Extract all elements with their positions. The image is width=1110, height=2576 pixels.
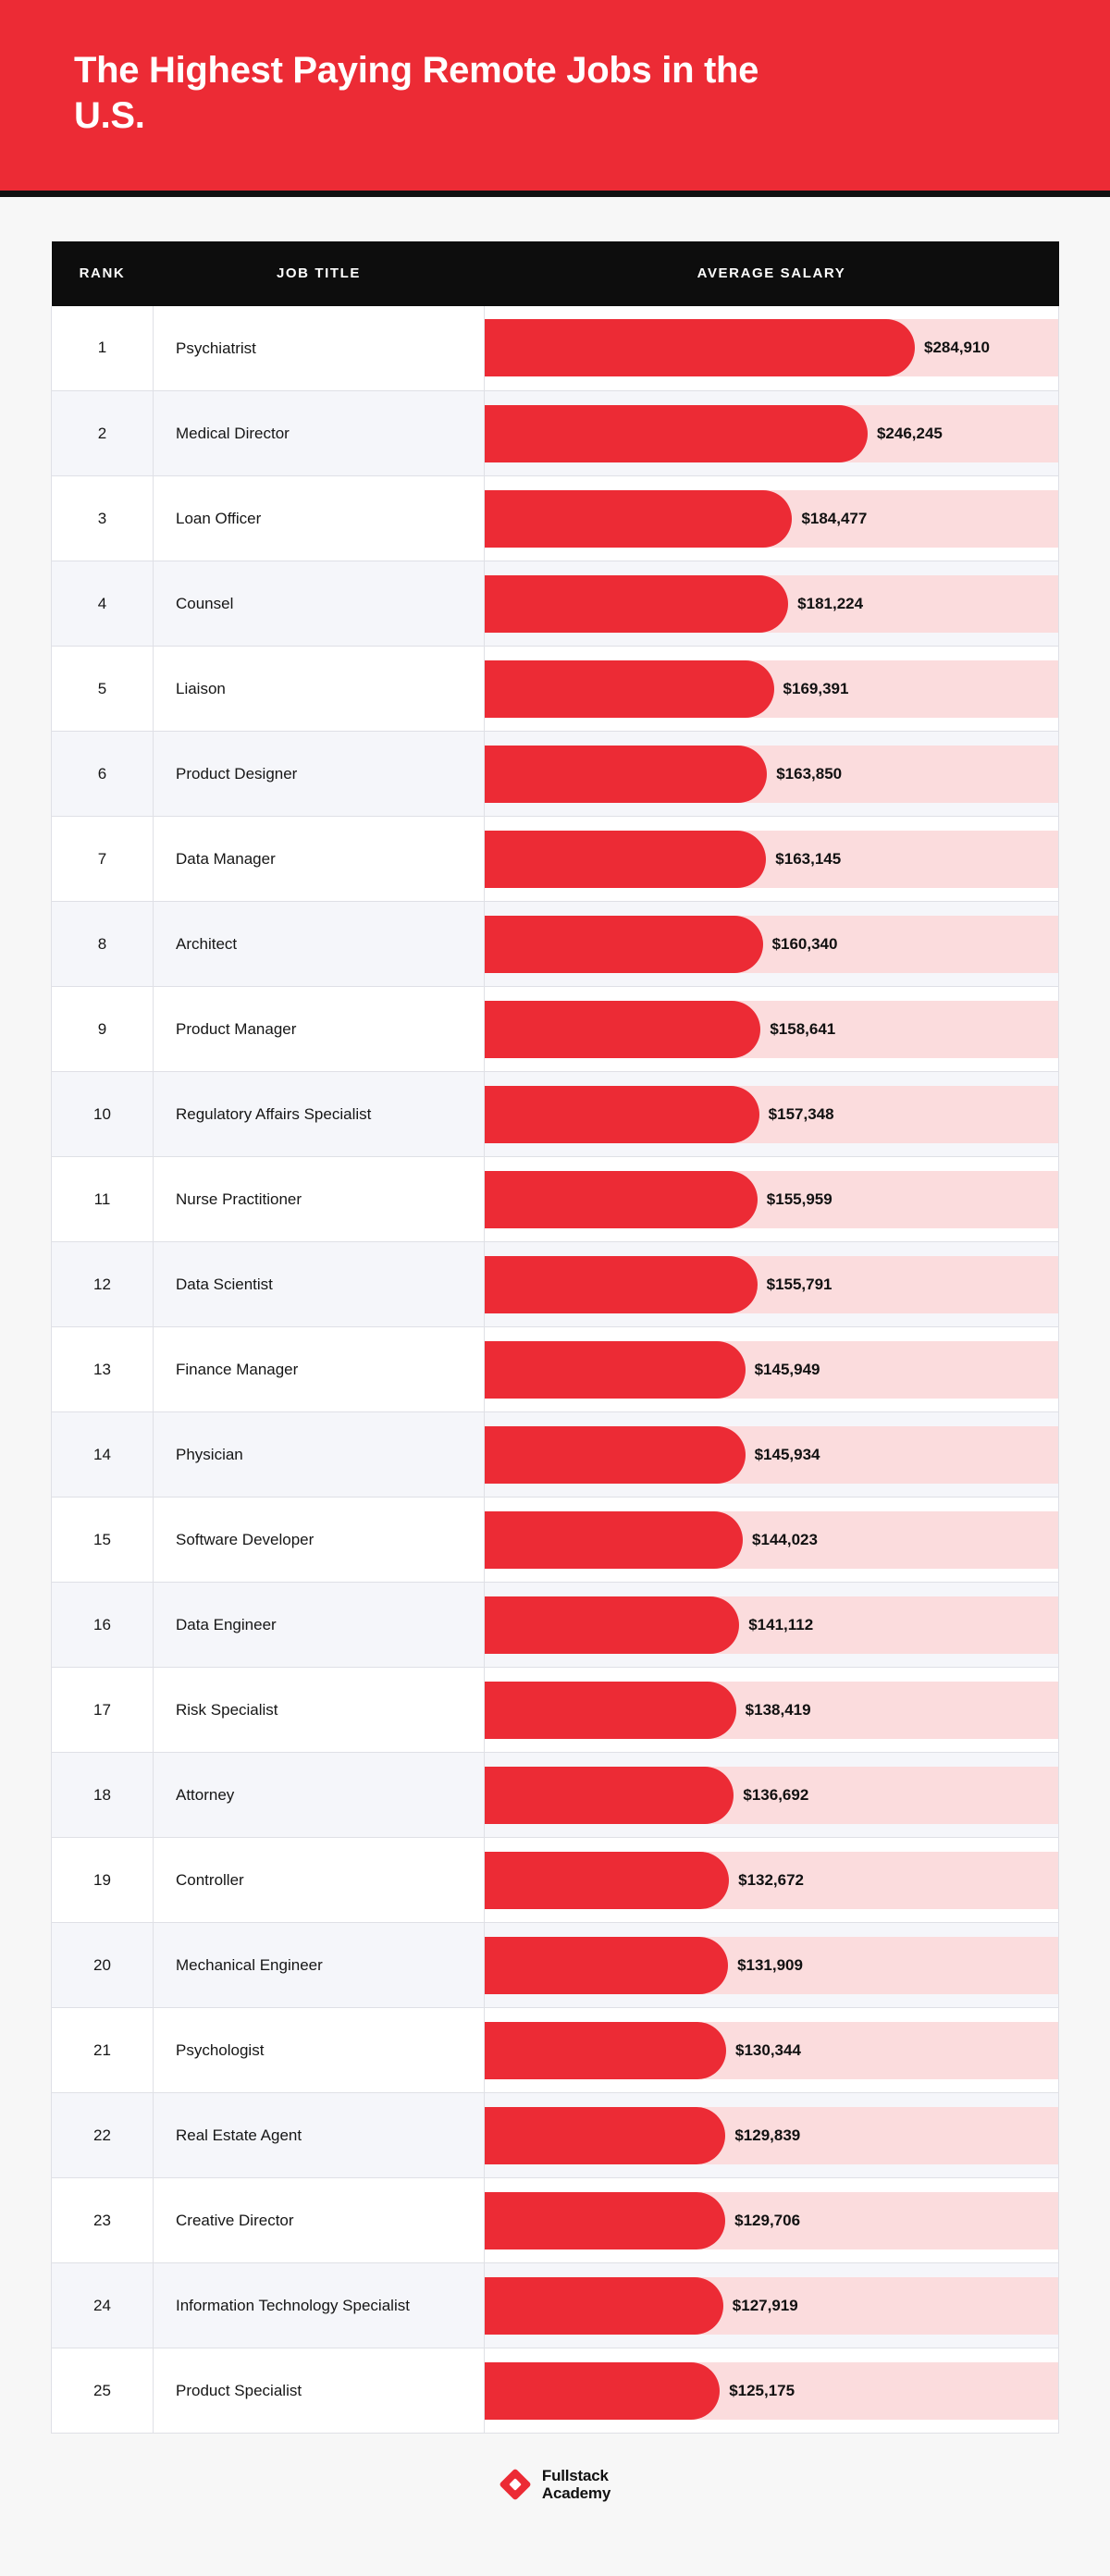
cell-salary-bar [485, 391, 1059, 476]
bar-value-label: $130,344 [735, 2040, 801, 2059]
bar-value-label: $136,692 [743, 1785, 809, 1804]
table-row [52, 902, 1059, 987]
cell-job-title: Psychologist [154, 2008, 485, 2093]
cell-salary-bar [485, 732, 1059, 817]
cell-job-title: Data Manager [154, 817, 485, 902]
bar-value-label: $138,419 [745, 1700, 811, 1719]
bar-track [485, 1767, 1058, 1824]
cell-job-title: Data Scientist [154, 1242, 485, 1327]
bar-fill [485, 746, 767, 803]
bar-fill [485, 2362, 720, 2420]
table-row [52, 391, 1059, 476]
cell-job-title: Counsel [154, 561, 485, 647]
cell-salary-bar [485, 476, 1059, 561]
cell-rank: 21 [52, 2008, 154, 2093]
table-row [52, 2348, 1059, 2434]
cell-job-title: Risk Specialist [154, 1668, 485, 1753]
cell-job-title: Information Technology Specialist [154, 2263, 485, 2348]
bar-value-label: $184,477 [801, 509, 868, 527]
table-header [52, 241, 1059, 306]
table-row [52, 561, 1059, 647]
cell-job-title: Product Specialist [154, 2348, 485, 2434]
table-row [52, 1498, 1059, 1583]
cell-job-title: Architect [154, 902, 485, 987]
bar-value-label: $145,934 [754, 1445, 820, 1463]
cell-rank: 16 [52, 1583, 154, 1668]
bar-fill [485, 916, 763, 973]
bar-track [485, 2022, 1058, 2079]
cell-salary-bar [485, 1583, 1059, 1668]
table-header-row [52, 241, 1059, 306]
header-banner [0, 0, 1110, 197]
bar-value-label: $157,348 [768, 1104, 834, 1123]
bar-fill [485, 1256, 758, 1313]
table-row [52, 647, 1059, 732]
cell-salary-bar [485, 1838, 1059, 1923]
bar-value-label: $246,245 [876, 424, 943, 442]
cell-salary-bar [485, 2348, 1059, 2434]
bar-value-label: $132,672 [738, 1870, 805, 1889]
bar-track [485, 2277, 1058, 2335]
bar-track [485, 1171, 1058, 1228]
cell-salary-bar [485, 1923, 1059, 2008]
bar-fill [485, 1767, 734, 1824]
fullstack-diamond-icon [500, 2469, 531, 2500]
table-row [52, 1583, 1059, 1668]
cell-salary-bar [485, 2178, 1059, 2263]
bar-track [485, 1256, 1058, 1313]
table-row [52, 1668, 1059, 1753]
cell-rank: 4 [52, 561, 154, 647]
logo-line-1: Fullstack [541, 2467, 609, 2485]
cell-rank: 25 [52, 2348, 154, 2434]
cell-salary-bar [485, 902, 1059, 987]
cell-salary-bar [485, 1412, 1059, 1498]
bar-track [485, 1426, 1058, 1484]
bar-fill [485, 2192, 725, 2249]
bar-value-label: $163,145 [775, 849, 842, 868]
cell-rank: 22 [52, 2093, 154, 2178]
bar-track [485, 2192, 1058, 2249]
cell-rank: 7 [52, 817, 154, 902]
cell-rank: 5 [52, 647, 154, 732]
bar-track [485, 660, 1058, 718]
bar-value-label: $144,023 [752, 1530, 818, 1548]
bar-value-label: $158,641 [770, 1019, 836, 1038]
cell-rank: 6 [52, 732, 154, 817]
cell-rank: 24 [52, 2263, 154, 2348]
bar-fill [485, 1937, 728, 1994]
table-row [52, 1412, 1059, 1498]
cell-rank: 20 [52, 1923, 154, 2008]
bar-track [485, 1511, 1058, 1569]
salary-table [51, 241, 1059, 2434]
logo-line-2: Academy [541, 2484, 611, 2503]
bar-track [485, 1937, 1058, 1994]
cell-rank: 19 [52, 1838, 154, 1923]
bar-track [485, 831, 1058, 888]
cell-rank: 2 [52, 391, 154, 476]
bar-fill [485, 575, 788, 633]
cell-job-title: Nurse Practitioner [154, 1157, 485, 1242]
bar-fill [485, 1852, 729, 1909]
bar-value-label: $284,910 [924, 339, 990, 357]
cell-job-title: Psychiatrist [154, 306, 485, 391]
page-title: The Highest Paying Remote Jobs in the U.S. [74, 50, 759, 136]
table-row [52, 1923, 1059, 2008]
cell-salary-bar [485, 2008, 1059, 2093]
bar-value-label: $155,791 [766, 1275, 832, 1293]
cell-salary-bar [485, 1072, 1059, 1157]
cell-rank: 23 [52, 2178, 154, 2263]
bar-track [485, 490, 1058, 548]
bar-track [485, 405, 1058, 462]
table-row [52, 1157, 1059, 1242]
bar-track [485, 916, 1058, 973]
bar-value-label: $129,706 [734, 2211, 801, 2229]
bar-value-label: $141,112 [748, 1615, 814, 1633]
cell-salary-bar [485, 1753, 1059, 1838]
table-row [52, 1242, 1059, 1327]
bar-track [485, 1341, 1058, 1399]
bar-track [485, 1682, 1058, 1739]
footer-logo [0, 2434, 1110, 2543]
bar-track [485, 319, 1058, 376]
table-row [52, 1327, 1059, 1412]
bar-value-label: $181,224 [797, 594, 864, 612]
bar-value-label: $160,340 [771, 934, 838, 953]
cell-rank: 15 [52, 1498, 154, 1583]
bar-fill [485, 2277, 723, 2335]
cell-job-title: Medical Director [154, 391, 485, 476]
table-row [52, 2093, 1059, 2178]
table-row [52, 476, 1059, 561]
bar-track [485, 1086, 1058, 1143]
cell-job-title: Product Manager [154, 987, 485, 1072]
cell-rank: 12 [52, 1242, 154, 1327]
column-header-average-salary: AVERAGE SALARY [485, 241, 1059, 306]
bar-value-label: $169,391 [783, 679, 849, 697]
cell-job-title: Loan Officer [154, 476, 485, 561]
bar-track [485, 575, 1058, 633]
table-row [52, 2263, 1059, 2348]
cell-rank: 14 [52, 1412, 154, 1498]
cell-rank: 3 [52, 476, 154, 561]
cell-job-title: Creative Director [154, 2178, 485, 2263]
bar-track [485, 2362, 1058, 2420]
cell-job-title: Real Estate Agent [154, 2093, 485, 2178]
bar-fill [485, 1086, 759, 1143]
table-row [52, 306, 1059, 391]
cell-job-title: Regulatory Affairs Specialist [154, 1072, 485, 1157]
bar-fill [485, 405, 868, 462]
table-row [52, 1753, 1059, 1838]
cell-rank: 18 [52, 1753, 154, 1838]
column-header-rank: RANK [52, 241, 154, 306]
bar-value-label: $145,949 [754, 1360, 820, 1378]
bar-value-label: $125,175 [729, 2381, 796, 2399]
bar-fill [485, 2107, 725, 2164]
cell-rank: 8 [52, 902, 154, 987]
table-row [52, 2178, 1059, 2263]
cell-salary-bar [485, 817, 1059, 902]
bar-track [485, 1596, 1058, 1654]
cell-salary-bar [485, 561, 1059, 647]
cell-rank: 1 [52, 306, 154, 391]
cell-salary-bar [485, 1157, 1059, 1242]
bar-value-label: $127,919 [732, 2296, 798, 2314]
bar-fill [485, 831, 766, 888]
bar-fill [485, 1511, 743, 1569]
bar-track [485, 1001, 1058, 1058]
cell-job-title: Attorney [154, 1753, 485, 1838]
cell-job-title: Data Engineer [154, 1583, 485, 1668]
bar-track [485, 1852, 1058, 1909]
cell-salary-bar [485, 2263, 1059, 2348]
bar-fill [485, 319, 915, 376]
chart-table-container [0, 197, 1110, 2434]
bar-fill [485, 1682, 736, 1739]
cell-salary-bar [485, 1498, 1059, 1583]
cell-job-title: Liaison [154, 647, 485, 732]
table-row [52, 987, 1059, 1072]
cell-job-title: Controller [154, 1838, 485, 1923]
cell-rank: 17 [52, 1668, 154, 1753]
cell-job-title: Product Designer [154, 732, 485, 817]
table-row [52, 1072, 1059, 1157]
cell-salary-bar [485, 647, 1059, 732]
bar-fill [485, 1426, 746, 1484]
bar-value-label: $163,850 [776, 764, 843, 783]
bar-value-label: $131,909 [737, 1955, 803, 1974]
table-row [52, 2008, 1059, 2093]
bar-fill [485, 1341, 746, 1399]
bar-fill [485, 1171, 758, 1228]
cell-rank: 11 [52, 1157, 154, 1242]
table-body [52, 306, 1059, 2434]
column-header-job-title: JOB TITLE [154, 241, 485, 306]
bar-fill [485, 1001, 760, 1058]
cell-job-title: Mechanical Engineer [154, 1923, 485, 2008]
bar-value-label: $129,839 [734, 2126, 801, 2144]
cell-salary-bar [485, 2093, 1059, 2178]
bar-fill [485, 1596, 739, 1654]
bar-track [485, 746, 1058, 803]
cell-salary-bar [485, 306, 1059, 391]
bar-fill [485, 2022, 726, 2079]
bar-track [485, 2107, 1058, 2164]
cell-rank: 10 [52, 1072, 154, 1157]
table-row [52, 732, 1059, 817]
cell-salary-bar [485, 1242, 1059, 1327]
table-row [52, 1838, 1059, 1923]
bar-fill [485, 660, 774, 718]
table-row [52, 817, 1059, 902]
cell-salary-bar [485, 1327, 1059, 1412]
cell-rank: 13 [52, 1327, 154, 1412]
cell-job-title: Physician [154, 1412, 485, 1498]
cell-rank: 9 [52, 987, 154, 1072]
bar-fill [485, 490, 792, 548]
cell-job-title: Finance Manager [154, 1327, 485, 1412]
cell-salary-bar [485, 1668, 1059, 1753]
logo-wordmark [542, 2467, 610, 2502]
cell-job-title: Software Developer [154, 1498, 485, 1583]
bar-value-label: $155,959 [766, 1189, 832, 1208]
cell-salary-bar [485, 987, 1059, 1072]
